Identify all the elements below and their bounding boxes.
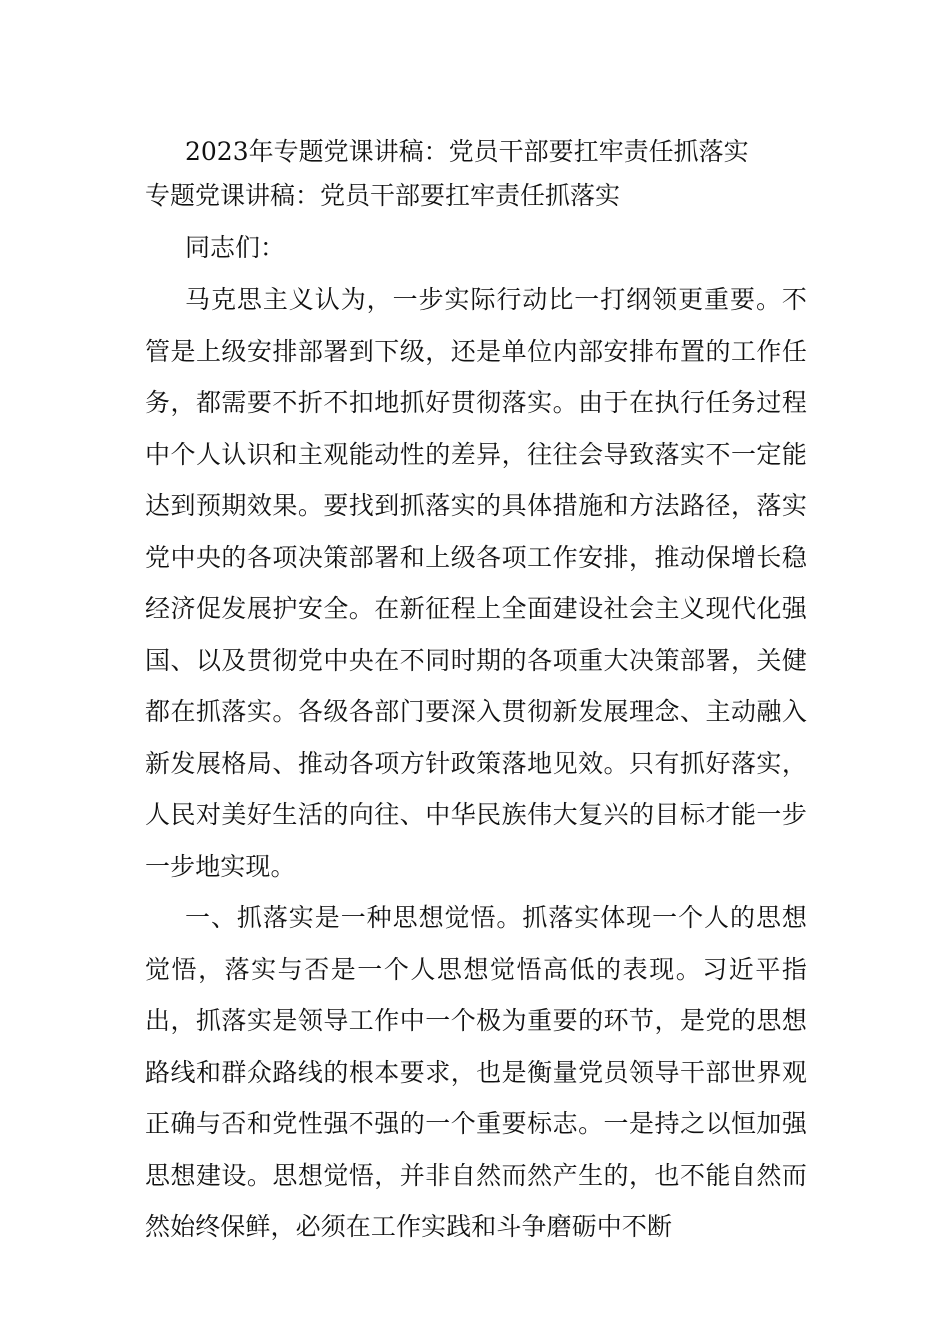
paragraph-section-one: 一、抓落实是一种思想觉悟。抓落实体现一个人的思想觉悟，落实与否是一个人思想觉悟高低的表现。习近平指出，抓落实是领导工作中一个极为重要的环节，是党的思想路线和群众路线的根本要求，也是衡量党员领导干部世界观正确与否和党性强不强的一个重要标志。一是持之以恒加强思想建设。思想觉悟，并非自然而然产生的，也不能自然而然始终保鲜，必须在工作实践和斗争磨砺中不断 <box>145 903 807 1241</box>
salutation: 同志们： <box>185 233 286 262</box>
paragraph-intro: 马克思主义认为，一步实际行动比一打纲领更重要。不管是上级安排部署到下级，还是单位内部安排布置的工作任务，都需要不折不扣地抓好贯彻落实。由于在执行任务过程中个人认识和主观能动性的差异，往往会导致落实不一定能达到预期效果。要找到抓落实的具体措施和方法路径，落实党中央的各项决策部署和上级各项工作安排，推动保增长稳经济促发展护安全。在新征程上全面建设社会主义现代化强国、以及贯彻党中央在不同时期的各项重大决策部署，关健都在抓落实。各级各部门要深入贯彻新发展理念、主动融入新发展格局、推动各项方针政策落地见效。只有抓好落实，人民对美好生活的向往、中华民族伟大复兴的目标才能一步一步地实现。 <box>145 285 807 881</box>
document-title: 2023年专题党课讲稿：党员干部要扛牢责任抓落实 <box>185 137 749 166</box>
document-body <box>145 130 807 1253</box>
document-subtitle: 专题党课讲稿：党员干部要扛牢责任抓落实 <box>145 181 621 210</box>
